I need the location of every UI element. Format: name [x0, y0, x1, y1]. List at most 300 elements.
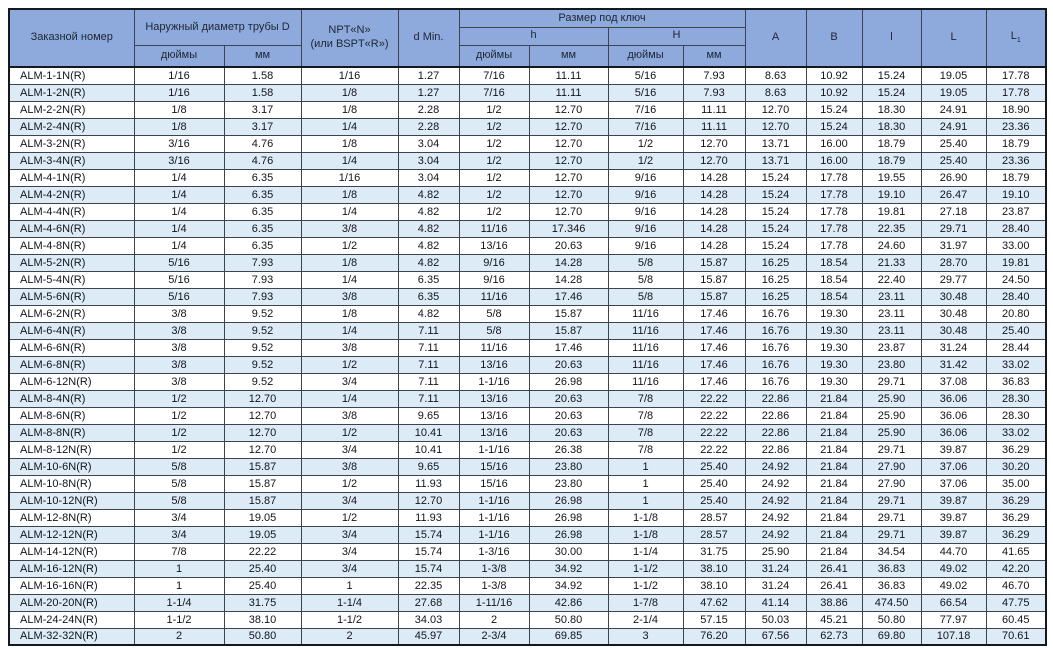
value-cell: 1 [608, 475, 683, 492]
value-cell: 12.70 [529, 101, 608, 118]
value-cell: 1/2 [459, 169, 529, 186]
order-number-cell: ALM-8-12N(R) [9, 441, 134, 458]
table-row [9, 526, 1046, 543]
value-cell: 4.82 [398, 203, 459, 220]
value-cell: 39.87 [921, 526, 986, 543]
value-cell: 15.24 [745, 203, 806, 220]
value-cell: 67.56 [745, 628, 806, 645]
value-cell: 1/16 [301, 67, 398, 84]
table-row [9, 424, 1046, 441]
value-cell: 11.93 [398, 509, 459, 526]
value-cell: 1-3/8 [459, 560, 529, 577]
value-cell: 5/8 [608, 254, 683, 271]
table-row [9, 254, 1046, 271]
table-row [9, 611, 1046, 628]
value-cell: 1/2 [134, 407, 224, 424]
value-cell: 14.28 [683, 220, 745, 237]
value-cell: 5/8 [608, 271, 683, 288]
value-cell: 28.57 [683, 526, 745, 543]
header-diameter-inches: дюймы [134, 45, 224, 67]
value-cell: 1 [134, 577, 224, 594]
value-cell: 12.70 [529, 135, 608, 152]
table-row [9, 305, 1046, 322]
value-cell: 24.92 [745, 475, 806, 492]
value-cell: 36.83 [862, 560, 921, 577]
value-cell: 10.41 [398, 441, 459, 458]
order-number-cell: ALM-10-12N(R) [9, 492, 134, 509]
value-cell: 1/2 [459, 101, 529, 118]
value-cell: 1-1/16 [459, 441, 529, 458]
value-cell: 9.65 [398, 458, 459, 475]
order-number-cell: ALM-8-8N(R) [9, 424, 134, 441]
value-cell: 33.00 [986, 237, 1046, 254]
value-cell: 15.24 [745, 186, 806, 203]
value-cell: 9/16 [608, 169, 683, 186]
value-cell: 1-1/16 [459, 509, 529, 526]
value-cell: 42.86 [529, 594, 608, 611]
value-cell: 3/8 [301, 458, 398, 475]
value-cell: 3/8 [134, 339, 224, 356]
value-cell: 3/16 [134, 135, 224, 152]
value-cell: 1-1/16 [459, 492, 529, 509]
value-cell: 1/8 [301, 186, 398, 203]
value-cell: 24.92 [745, 458, 806, 475]
value-cell: 46.70 [986, 577, 1046, 594]
value-cell: 5/16 [134, 254, 224, 271]
table-row [9, 373, 1046, 390]
value-cell: 14.28 [683, 203, 745, 220]
table-row [9, 118, 1046, 135]
value-cell: 27.90 [862, 475, 921, 492]
value-cell: 19.05 [921, 67, 986, 84]
value-cell: 1/4 [134, 203, 224, 220]
value-cell: 38.86 [806, 594, 862, 611]
value-cell: 21.84 [806, 509, 862, 526]
value-cell: 36.83 [862, 577, 921, 594]
value-cell: 39.87 [921, 509, 986, 526]
value-cell: 36.06 [921, 407, 986, 424]
value-cell: 15.87 [683, 288, 745, 305]
value-cell: 1.58 [224, 84, 301, 101]
value-cell: 11/16 [459, 288, 529, 305]
value-cell: 1/16 [134, 84, 224, 101]
value-cell: 19.30 [806, 339, 862, 356]
value-cell: 23.87 [862, 339, 921, 356]
value-cell: 3/8 [134, 373, 224, 390]
value-cell: 30.48 [921, 288, 986, 305]
header-col-a: A [745, 9, 806, 67]
value-cell: 17.78 [806, 220, 862, 237]
value-cell: 1/2 [459, 203, 529, 220]
order-number-cell: ALM-10-8N(R) [9, 475, 134, 492]
value-cell: 12.70 [224, 407, 301, 424]
value-cell: 1-1/8 [608, 526, 683, 543]
value-cell: 3/4 [301, 441, 398, 458]
value-cell: 1/4 [134, 237, 224, 254]
value-cell: 15/16 [459, 458, 529, 475]
value-cell: 22.22 [224, 543, 301, 560]
value-cell: 17.46 [683, 373, 745, 390]
order-number-cell: ALM-2-2N(R) [9, 101, 134, 118]
value-cell: 19.81 [986, 254, 1046, 271]
value-cell: 49.02 [921, 577, 986, 594]
header-wrench-size: Размер под ключ [459, 9, 745, 27]
value-cell: 3.04 [398, 135, 459, 152]
value-cell: 14.28 [683, 237, 745, 254]
value-cell: 19.30 [806, 322, 862, 339]
value-cell: 4.76 [224, 135, 301, 152]
value-cell: 15.87 [529, 305, 608, 322]
value-cell: 36.29 [986, 492, 1046, 509]
order-number-cell: ALM-12-8N(R) [9, 509, 134, 526]
value-cell: 28.30 [986, 390, 1046, 407]
table-row [9, 237, 1046, 254]
order-number-cell: ALM-8-6N(R) [9, 407, 134, 424]
header-group-h-big: H [608, 27, 745, 45]
value-cell: 7.93 [224, 288, 301, 305]
value-cell: 38.10 [683, 560, 745, 577]
value-cell: 3/4 [301, 373, 398, 390]
value-cell: 18.79 [986, 169, 1046, 186]
value-cell: 11/16 [608, 305, 683, 322]
table-row [9, 322, 1046, 339]
table-row [9, 628, 1046, 645]
value-cell: 19.30 [806, 373, 862, 390]
value-cell: 107.18 [921, 628, 986, 645]
value-cell: 44.70 [921, 543, 986, 560]
value-cell: 36.29 [986, 509, 1046, 526]
value-cell: 4.82 [398, 237, 459, 254]
value-cell: 1/2 [301, 237, 398, 254]
value-cell: 6.35 [224, 186, 301, 203]
value-cell: 15/16 [459, 475, 529, 492]
value-cell: 19.05 [921, 84, 986, 101]
table-row [9, 220, 1046, 237]
value-cell: 34.92 [529, 577, 608, 594]
value-cell: 17.78 [806, 169, 862, 186]
order-number-cell: ALM-14-12N(R) [9, 543, 134, 560]
value-cell: 22.35 [398, 577, 459, 594]
value-cell: 1/2 [301, 475, 398, 492]
value-cell: 27.68 [398, 594, 459, 611]
value-cell: 31.24 [921, 339, 986, 356]
value-cell: 2 [459, 611, 529, 628]
value-cell: 14.28 [683, 186, 745, 203]
value-cell: 15.24 [745, 237, 806, 254]
value-cell: 1/2 [608, 152, 683, 169]
value-cell: 12.70 [224, 424, 301, 441]
value-cell: 27.90 [862, 458, 921, 475]
value-cell: 36.83 [986, 373, 1046, 390]
value-cell: 1-1/2 [608, 560, 683, 577]
order-number-cell: ALM-4-4N(R) [9, 203, 134, 220]
table-row [9, 169, 1046, 186]
value-cell: 23.11 [862, 322, 921, 339]
value-cell: 27.18 [921, 203, 986, 220]
value-cell: 26.98 [529, 526, 608, 543]
value-cell: 21.84 [806, 492, 862, 509]
value-cell: 50.80 [224, 628, 301, 645]
value-cell: 18.79 [862, 152, 921, 169]
value-cell: 29.71 [862, 509, 921, 526]
value-cell: 19.05 [224, 526, 301, 543]
value-cell: 1/4 [301, 390, 398, 407]
value-cell: 28.40 [986, 220, 1046, 237]
value-cell: 12.70 [224, 390, 301, 407]
value-cell: 76.20 [683, 628, 745, 645]
header-outer-diameter: Наружный диаметр трубы D [134, 9, 301, 45]
value-cell: 15.87 [529, 322, 608, 339]
header-d-min: d Min. [398, 9, 459, 67]
table-body [9, 67, 1046, 645]
value-cell: 18.54 [806, 254, 862, 271]
value-cell: 22.22 [683, 407, 745, 424]
table-row [9, 458, 1046, 475]
table-row [9, 407, 1046, 424]
value-cell: 10.41 [398, 424, 459, 441]
header-col-l1-base: L [1010, 30, 1017, 43]
order-number-cell: ALM-5-4N(R) [9, 271, 134, 288]
value-cell: 36.29 [986, 526, 1046, 543]
value-cell: 31.97 [921, 237, 986, 254]
value-cell: 26.41 [806, 577, 862, 594]
table-row [9, 492, 1046, 509]
header-hbig-inches: дюймы [608, 45, 683, 67]
value-cell: 23.80 [529, 475, 608, 492]
value-cell: 4.82 [398, 254, 459, 271]
value-cell: 12.70 [529, 203, 608, 220]
value-cell: 39.87 [921, 441, 986, 458]
value-cell: 4.76 [224, 152, 301, 169]
value-cell: 1/2 [459, 152, 529, 169]
value-cell: 18.30 [862, 101, 921, 118]
value-cell: 38.10 [683, 577, 745, 594]
header-h-mm: мм [529, 45, 608, 67]
value-cell: 34.54 [862, 543, 921, 560]
value-cell: 1/2 [134, 424, 224, 441]
value-cell: 41.65 [986, 543, 1046, 560]
value-cell: 6.35 [224, 237, 301, 254]
value-cell: 9/16 [608, 186, 683, 203]
value-cell: 23.36 [986, 118, 1046, 135]
value-cell: 11.11 [529, 84, 608, 101]
order-number-cell: ALM-12-12N(R) [9, 526, 134, 543]
value-cell: 30.48 [921, 322, 986, 339]
value-cell: 15.74 [398, 543, 459, 560]
order-number-cell: ALM-6-8N(R) [9, 356, 134, 373]
value-cell: 50.80 [529, 611, 608, 628]
order-number-cell: ALM-16-16N(R) [9, 577, 134, 594]
value-cell: 1/8 [301, 135, 398, 152]
value-cell: 15.87 [224, 492, 301, 509]
order-number-cell: ALM-4-1N(R) [9, 169, 134, 186]
value-cell: 22.22 [683, 424, 745, 441]
value-cell: 2.28 [398, 118, 459, 135]
table-row [9, 509, 1046, 526]
value-cell: 9/16 [459, 271, 529, 288]
value-cell: 28.44 [986, 339, 1046, 356]
order-number-cell: ALM-4-6N(R) [9, 220, 134, 237]
value-cell: 37.06 [921, 458, 986, 475]
value-cell: 57.15 [683, 611, 745, 628]
value-cell: 23.80 [529, 458, 608, 475]
value-cell: 1-1/2 [134, 611, 224, 628]
value-cell: 15.87 [683, 271, 745, 288]
value-cell: 12.70 [745, 101, 806, 118]
value-cell: 7.93 [683, 67, 745, 84]
value-cell: 69.85 [529, 628, 608, 645]
value-cell: 26.98 [529, 373, 608, 390]
value-cell: 5/8 [608, 288, 683, 305]
value-cell: 24.92 [745, 509, 806, 526]
value-cell: 15.24 [862, 84, 921, 101]
value-cell: 25.90 [745, 543, 806, 560]
value-cell: 1 [608, 492, 683, 509]
table-row [9, 475, 1046, 492]
value-cell: 7.11 [398, 339, 459, 356]
value-cell: 17.346 [529, 220, 608, 237]
value-cell: 9/16 [608, 237, 683, 254]
value-cell: 17.78 [986, 67, 1046, 84]
spec-table-container [8, 8, 1047, 646]
value-cell: 34.92 [529, 560, 608, 577]
value-cell: 16.76 [745, 373, 806, 390]
value-cell: 25.40 [683, 458, 745, 475]
value-cell: 1/8 [301, 84, 398, 101]
value-cell: 9.65 [398, 407, 459, 424]
value-cell: 1 [301, 577, 398, 594]
value-cell: 1-11/16 [459, 594, 529, 611]
value-cell: 29.71 [921, 220, 986, 237]
value-cell: 45.97 [398, 628, 459, 645]
value-cell: 24.91 [921, 101, 986, 118]
value-cell: 15.74 [398, 526, 459, 543]
value-cell: 16.76 [745, 339, 806, 356]
header-col-l1 [986, 9, 1046, 67]
order-number-cell: ALM-6-4N(R) [9, 322, 134, 339]
value-cell: 11/16 [608, 373, 683, 390]
value-cell: 12.70 [745, 118, 806, 135]
value-cell: 1/2 [301, 424, 398, 441]
value-cell: 1/8 [134, 118, 224, 135]
value-cell: 17.78 [806, 186, 862, 203]
value-cell: 7/8 [608, 441, 683, 458]
table-row [9, 101, 1046, 118]
table-row [9, 594, 1046, 611]
value-cell: 47.62 [683, 594, 745, 611]
value-cell: 9/16 [459, 254, 529, 271]
value-cell: 9.52 [224, 339, 301, 356]
order-number-cell: ALM-4-8N(R) [9, 237, 134, 254]
value-cell: 1/2 [459, 118, 529, 135]
value-cell: 2 [301, 628, 398, 645]
value-cell: 5/16 [608, 67, 683, 84]
value-cell: 7.93 [224, 271, 301, 288]
value-cell: 15.24 [745, 169, 806, 186]
value-cell: 474.50 [862, 594, 921, 611]
table-row [9, 441, 1046, 458]
header-col-cap-l: L [921, 9, 986, 67]
value-cell: 15.74 [398, 560, 459, 577]
value-cell: 16.00 [806, 152, 862, 169]
table-row [9, 84, 1046, 101]
value-cell: 9.52 [224, 305, 301, 322]
value-cell: 3/4 [301, 526, 398, 543]
value-cell: 22.22 [683, 390, 745, 407]
value-cell: 1/4 [301, 271, 398, 288]
value-cell: 7.93 [224, 254, 301, 271]
value-cell: 22.86 [745, 441, 806, 458]
value-cell: 3/8 [301, 339, 398, 356]
value-cell: 25.40 [986, 322, 1046, 339]
order-number-cell: ALM-8-4N(R) [9, 390, 134, 407]
value-cell: 25.40 [224, 577, 301, 594]
value-cell: 7.93 [683, 84, 745, 101]
value-cell: 18.54 [806, 288, 862, 305]
value-cell: 7/8 [608, 424, 683, 441]
value-cell: 23.11 [862, 305, 921, 322]
value-cell: 13.71 [745, 135, 806, 152]
header-order-number: Заказной номер [9, 9, 134, 67]
value-cell: 21.84 [806, 458, 862, 475]
order-number-cell: ALM-32-32N(R) [9, 628, 134, 645]
value-cell: 26.98 [529, 509, 608, 526]
table-row [9, 152, 1046, 169]
value-cell: 35.00 [986, 475, 1046, 492]
value-cell: 12.70 [529, 118, 608, 135]
value-cell: 36.06 [921, 424, 986, 441]
value-cell: 3/4 [301, 543, 398, 560]
order-number-cell: ALM-24-24N(R) [9, 611, 134, 628]
value-cell: 17.78 [806, 237, 862, 254]
value-cell: 17.46 [683, 356, 745, 373]
value-cell: 1/4 [134, 220, 224, 237]
value-cell: 1/8 [301, 254, 398, 271]
value-cell: 17.46 [683, 339, 745, 356]
value-cell: 25.40 [921, 135, 986, 152]
value-cell: 1/2 [301, 509, 398, 526]
value-cell: 70.61 [986, 628, 1046, 645]
value-cell: 18.30 [862, 118, 921, 135]
order-number-cell: ALM-5-6N(R) [9, 288, 134, 305]
value-cell: 7/16 [608, 101, 683, 118]
value-cell: 7.11 [398, 356, 459, 373]
value-cell: 4.82 [398, 220, 459, 237]
table-row [9, 339, 1046, 356]
header-npt-line2: (или BSPT«R») [310, 38, 389, 50]
value-cell: 15.87 [683, 254, 745, 271]
value-cell: 25.40 [683, 492, 745, 509]
value-cell: 20.63 [529, 356, 608, 373]
value-cell: 21.84 [806, 424, 862, 441]
value-cell: 1/2 [301, 356, 398, 373]
value-cell: 25.90 [862, 407, 921, 424]
value-cell: 5/8 [134, 475, 224, 492]
value-cell: 7.11 [398, 390, 459, 407]
value-cell: 25.40 [683, 475, 745, 492]
value-cell: 16.25 [745, 288, 806, 305]
value-cell: 8.63 [745, 84, 806, 101]
value-cell: 39.87 [921, 492, 986, 509]
value-cell: 10.92 [806, 67, 862, 84]
value-cell: 15.24 [745, 220, 806, 237]
value-cell: 4.82 [398, 305, 459, 322]
value-cell: 1-1/4 [301, 594, 398, 611]
value-cell: 26.47 [921, 186, 986, 203]
value-cell: 14.28 [529, 271, 608, 288]
order-number-cell: ALM-2-4N(R) [9, 118, 134, 135]
value-cell: 1/4 [134, 186, 224, 203]
